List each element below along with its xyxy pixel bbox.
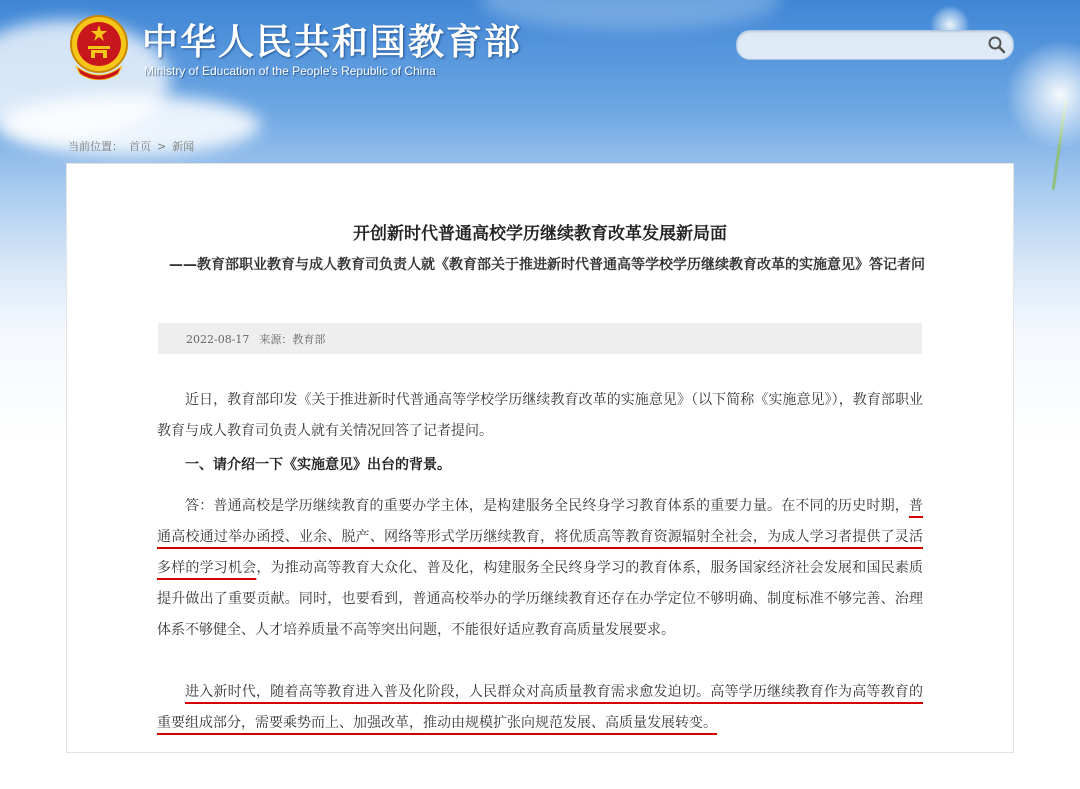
breadcrumb [68, 138, 200, 154]
site-title[interactable]: 中华人民共和国教育部 [142, 22, 523, 63]
article-title: 开创新时代普通高校学历继续教育改革发展新局面 [353, 224, 727, 244]
article-subtitle: ——教育部职业教育与成人教育司负责人就《教育部关于推进新时代普通高等学校学历继续教育改革的实施意见》答记者问 [169, 257, 925, 273]
answer-underlined-text: 普通高校通过举办函授、业余、脱产、网络等形式学历继续教育，将优质高等教育资源辐射全社会，为成人学习者提供了灵活多样的学习机会 [157, 498, 923, 576]
breadcrumb-label: 当前位置： [68, 140, 123, 153]
cloud-decoration [480, 0, 780, 30]
section-heading: 一、请介绍一下《实施意见》出台的背景。 [185, 457, 451, 473]
search-box[interactable] [736, 30, 1014, 60]
article-meta [186, 331, 335, 347]
search-input[interactable] [749, 35, 983, 57]
answer-text: 答：普通高校是学历继续教育的重要办学主体，是构建服务全民终身学习教育体系的重要力量。在不同的历史时期， [185, 498, 909, 514]
answer-paragraph [157, 491, 923, 646]
breadcrumb-home-link[interactable]: 首页 [129, 140, 151, 153]
new-era-underlined-text: 进入新时代，随着高等教育进入普及化阶段，人民群众对高质量教育需求愈发迫切。高等学历继续教育作为高等教育的重要组成部分，需要乘势而上、加强改革，推动由规模扩张向规范发展、高质量发展转变。 [157, 684, 923, 731]
search-icon[interactable] [987, 35, 1007, 55]
new-era-paragraph [157, 677, 923, 739]
answer-text-continued: ，为推动高等教育大众化、普及化，构建服务全民终身学习的教育体系，服务国家经济社会发展和国民素质提升做出了重要贡献。同时，也要看到，普通高校举办的学历继续教育还存在办学定位不够明确、制度标准不够完善、治理体系不够健全、人才培养质量不高等突出问题，不能很好适应教育高质量发展要求。 [157, 560, 924, 638]
national-emblem-logo[interactable] [68, 14, 130, 80]
site-subtitle: Ministry of Education of the People's Republic of China [144, 64, 436, 78]
article-date: 2022-08-17 [186, 333, 250, 346]
article-source: 来源：教育部 [259, 333, 326, 346]
article-meta-bar [158, 323, 922, 354]
article-intro-paragraph: 近日，教育部印发《关于推进新时代普通高等学校学历继续教育改革的实施意见》（以下简称《实施意见》），教育部职业教育与成人教育司负责人就有关情况回答了记者提问。 [157, 392, 923, 439]
article-card [66, 163, 1014, 753]
dandelion-decoration [1005, 40, 1080, 150]
breadcrumb-news-link[interactable]: 新闻 [172, 140, 195, 153]
breadcrumb-separator: > [157, 140, 167, 153]
